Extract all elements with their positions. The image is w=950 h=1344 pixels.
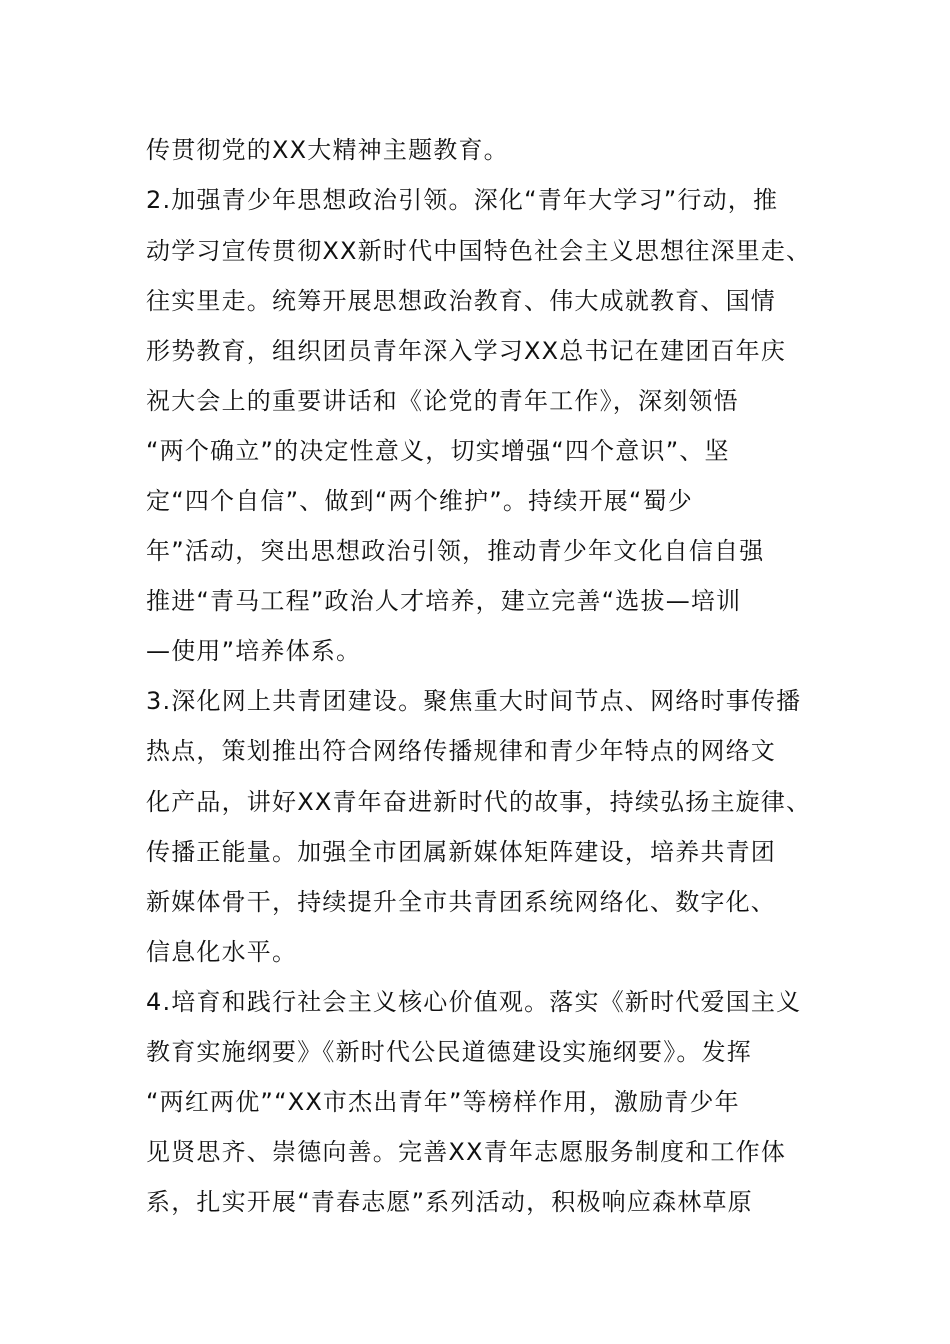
text-line: 动学习宣传贯彻XX新时代中国特色社会主义思想往深里走、 (146, 237, 812, 265)
text-line: 往实里走。统筹开展思想政治教育、伟大成就教育、国情 (146, 287, 776, 315)
text-line: 热点，策划推出符合网络传播规律和青少年特点的网络文 (146, 737, 776, 765)
text-line: 年”活动，突出思想政治引领，推动青少年文化自信自强 (146, 537, 765, 565)
text-line: 传贯彻党的XX大精神主题教育。 (146, 136, 509, 164)
text-line: 新媒体骨干，持续提升全市共青团系统网络化、数字化、 (146, 888, 776, 916)
text-line: 推进“青马工程”政治人才培养，建立完善“选拔—培训 (146, 587, 742, 615)
text-line: 4.培育和践行社会主义核心价值观。落实《新时代爱国主义 (146, 988, 802, 1016)
text-line: 定“四个自信”、做到“两个维护”。持续开展“蜀少 (146, 487, 693, 515)
text-line: “两个确立”的决定性意义，切实增强“四个意识”、坚 (146, 437, 730, 465)
text-line: 系，扎实开展“青春志愿”系列活动，积极响应森林草原 (146, 1188, 753, 1216)
text-line: 2.加强青少年思想政治引领。深化“青年大学习”行动，推 (146, 186, 779, 214)
text-line: 教育实施纲要》《新时代公民道德建设实施纲要》。发挥 (146, 1038, 752, 1066)
text-line: —使用”培养体系。 (146, 637, 362, 665)
text-line: 传播正能量。加强全市团属新媒体矩阵建设，培养共青团 (146, 838, 776, 866)
text-line: “两红两优”“XX市杰出青年”等榜样作用，激励青少年 (146, 1088, 740, 1116)
text-line: 祝大会上的重要讲话和《论党的青年工作》，深刻领悟 (146, 387, 739, 415)
text-line: 信息化水平。 (146, 938, 298, 966)
text-line: 见贤思齐、崇德向善。完善XX青年志愿服务制度和工作体 (146, 1138, 787, 1166)
text-line: 形势教育，组织团员青年深入学习XX总书记在建团百年庆 (146, 337, 787, 365)
text-line: 3.深化网上共青团建设。聚焦重大时间节点、网络时事传播 (146, 687, 802, 715)
text-line: 化产品，讲好XX青年奋进新时代的故事，持续弘扬主旋律、 (146, 788, 812, 816)
